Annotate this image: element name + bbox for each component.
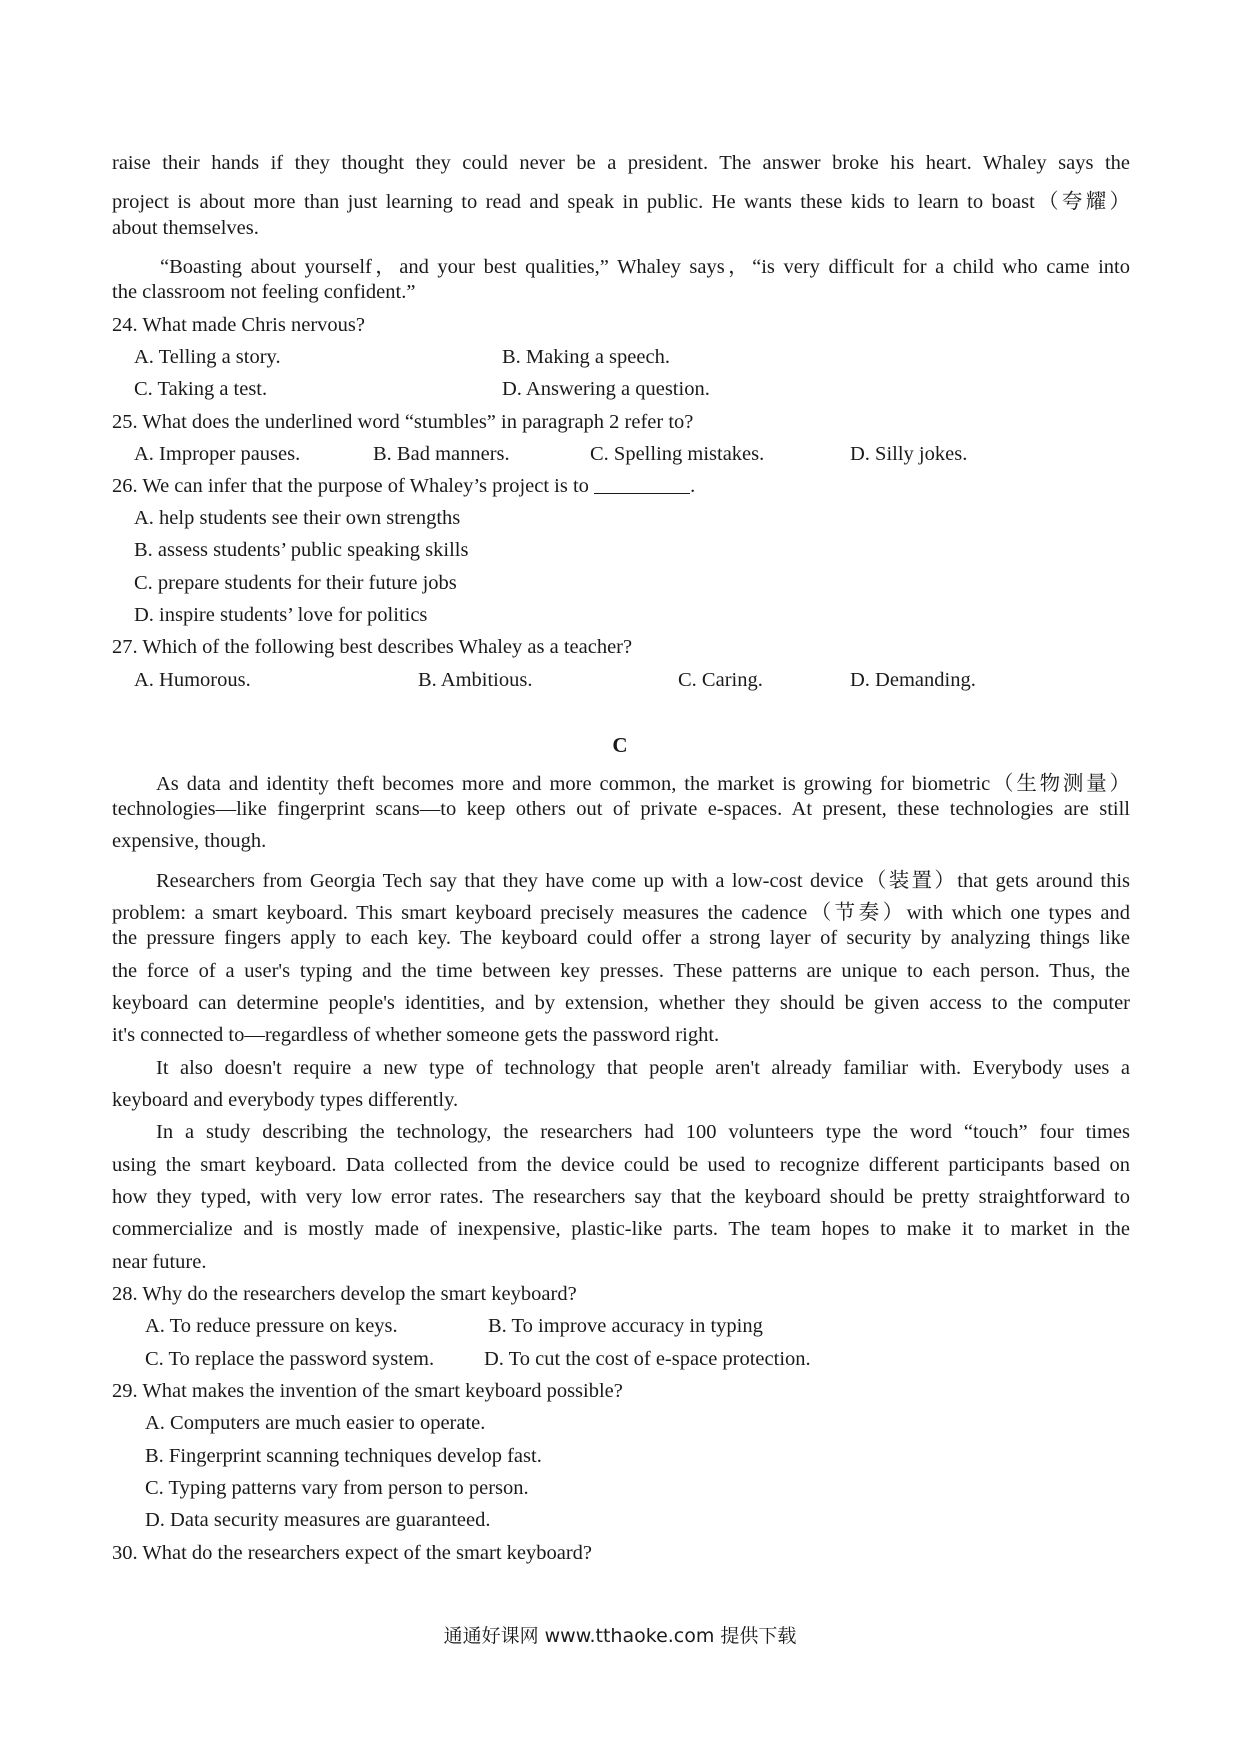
passage-line: expensive, though. <box>112 830 267 852</box>
passage-line: keyboard and everybody types differently. <box>112 1089 459 1111</box>
passage-line: keyboard can determine people's identities, and by extension, whether they should be given access to the computer <box>112 992 1130 1014</box>
passage-line: the force of a user's typing and the time between key presses. These patterns are unique to each person. Thus, the <box>112 960 1130 982</box>
q24-option-b: B. Making a speech. <box>502 346 670 368</box>
question-28-stem: 28. Why do the researchers develop the smart keyboard? <box>112 1283 577 1305</box>
passage-line: near future. <box>112 1251 207 1273</box>
question-30-stem: 30. What do the researchers expect of the smart keyboard? <box>112 1542 593 1564</box>
answer-blank <box>594 475 690 494</box>
passage-line: problem: a smart keyboard. This smart keyboard precisely measures the cadence（节奏）with which one types and <box>112 902 1130 924</box>
q26-option-b: B. assess students’ public speaking skills <box>134 539 469 561</box>
passage-line: it's connected to—regardless of whether someone gets the password right. <box>112 1024 720 1046</box>
q28-option-c: C. To replace the password system. <box>145 1348 435 1370</box>
q27-option-c: C. Caring. <box>678 669 763 691</box>
q28-option-a: A. To reduce pressure on keys. <box>145 1315 398 1337</box>
q24-option-a: A. Telling a story. <box>134 346 281 368</box>
q29-option-c: C. Typing patterns vary from person to person. <box>145 1477 529 1499</box>
passage-line: how they typed, with very low error rates. The researchers say that the keyboard should be pretty straightforward to <box>112 1186 1130 1208</box>
q26-option-d: D. inspire students’ love for politics <box>134 604 428 626</box>
passage-line: raise their hands if they thought they could never be a president. The answer broke his heart. Whaley says the <box>112 152 1130 174</box>
question-25-stem: 25. What does the underlined word “stumbles” in paragraph 2 refer to? <box>112 411 694 433</box>
q26-option-c: C. prepare students for their future jobs <box>134 572 457 594</box>
q26-option-a: A. help students see their own strengths <box>134 507 461 529</box>
passage-line: technologies—like fingerprint scans—to keep others out of private e-spaces. At present, these technologies are still <box>112 798 1130 820</box>
passage-line: As data and identity theft becomes more and more common, the market is growing for biometric（生物测量） <box>156 773 1130 795</box>
passage-line: using the smart keyboard. Data collected from the device could be used to recognize different participants based on <box>112 1154 1130 1176</box>
passage-line: project is about more than just learning to read and speak in public. He wants these kids to learn to boast（夸耀） <box>112 191 1130 213</box>
q24-option-d: D. Answering a question. <box>502 378 710 400</box>
passage-line: commercialize and is mostly made of inexpensive, plastic-like parts. The team hopes to make it to market in the <box>112 1218 1130 1240</box>
q25-option-c: C. Spelling mistakes. <box>590 443 765 465</box>
q25-option-d: D. Silly jokes. <box>850 443 968 465</box>
question-24-stem: 24. What made Chris nervous? <box>112 314 365 336</box>
passage-line: In a study describing the technology, the researchers had 100 volunteers type the word “touch” four times <box>156 1121 1130 1143</box>
section-heading: C <box>612 733 628 757</box>
question-27-stem: 27. Which of the following best describes Whaley as a teacher? <box>112 636 633 658</box>
q27-option-d: D. Demanding. <box>850 669 976 691</box>
passage-line: about themselves. <box>112 217 259 239</box>
passage-line: the pressure fingers apply to each key. The keyboard could offer a strong layer of security by analyzing things like <box>112 927 1130 949</box>
q24-option-c: C. Taking a test. <box>134 378 268 400</box>
q29-option-d: D. Data security measures are guaranteed. <box>145 1509 491 1531</box>
passage-line: Researchers from Georgia Tech say that they have come up with a low-cost device（装置）that gets around this <box>156 870 1130 892</box>
q28-option-d: D. To cut the cost of e-space protection. <box>484 1348 811 1370</box>
q25-option-a: A. Improper pauses. <box>134 443 301 465</box>
q29-option-a: A. Computers are much easier to operate. <box>145 1412 486 1434</box>
passage-line: “Boasting about yourself，and your best qualities,” Whaley says，“is very difficult for a child who came into <box>160 256 1130 278</box>
q27-option-a: A. Humorous. <box>134 669 251 691</box>
q29-option-b: B. Fingerprint scanning techniques develop fast. <box>145 1445 542 1467</box>
q26-stem-text: 26. We can infer that the purpose of Whaley’s project is to <box>112 475 589 497</box>
q28-option-b: B. To improve accuracy in typing <box>488 1315 763 1337</box>
q27-option-b: B. Ambitious. <box>418 669 533 691</box>
passage-line: It also doesn't require a new type of technology that people aren't already familiar with. Everybody uses a <box>156 1057 1130 1079</box>
question-29-stem: 29. What makes the invention of the smart keyboard possible? <box>112 1380 623 1402</box>
question-26-stem: 26. We can infer that the purpose of Whaley’s project is to . <box>112 475 696 497</box>
passage-line: the classroom not feeling confident.” <box>112 281 416 303</box>
q25-option-b: B. Bad manners. <box>373 443 510 465</box>
footer-source: 通通好课网 www.tthaoke.com 提供下载 <box>443 1625 797 1647</box>
